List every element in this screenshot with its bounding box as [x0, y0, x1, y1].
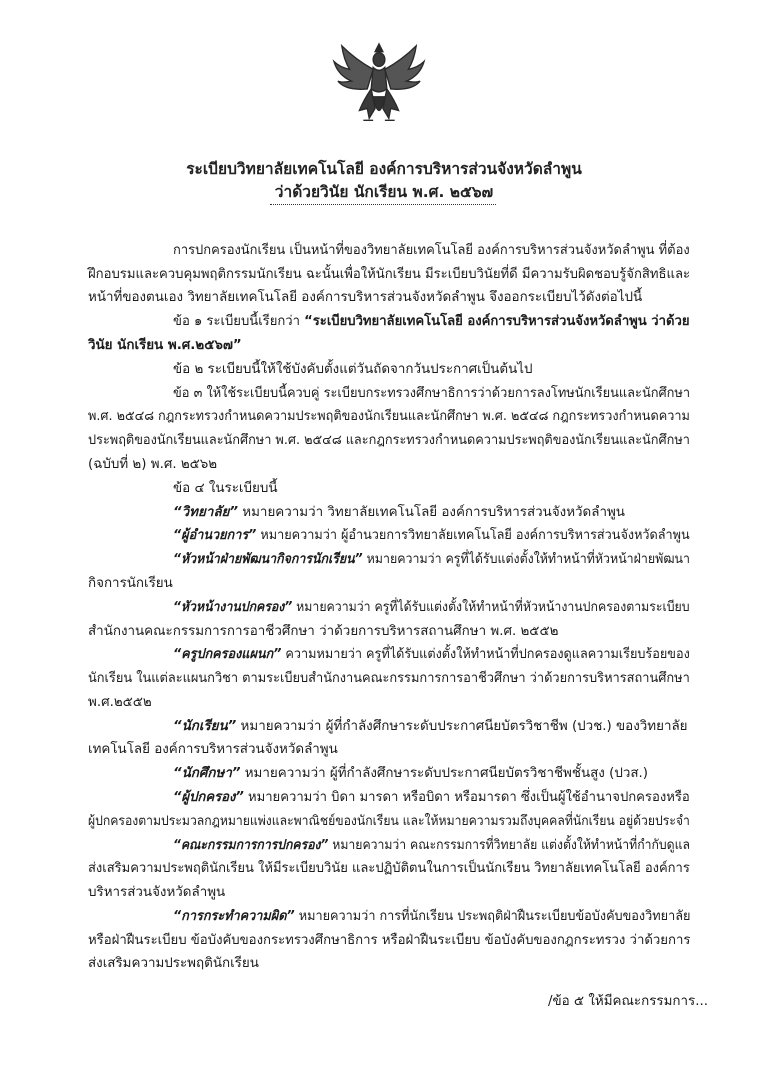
definition-term: “วิทยาลัย”: [173, 505, 239, 520]
continuation-note: /ข้อ ๕ ให้มีคณะกรรมการ...: [547, 994, 708, 1009]
definition-higher-student: [173, 765, 648, 783]
clause-1-name: “ระเบียบวิทยาลัยเทคโนโลยี องค์การบริหารส่วนจังหวัดลำพูน ว่าด้วย: [304, 314, 690, 329]
clause-1-prefix: ข้อ ๑ ระเบียบนี้เรียกว่า: [173, 314, 300, 329]
clause-2: ข้อ ๒ ระเบียบนี้ให้ใช้บังคับตั้งแต่วันถัดจากวันประกาศเป็นต้นไป: [173, 362, 533, 377]
definition-text: หมายความว่า ผู้ที่กำลังศึกษาระดับประกาศนียบัตรวิชาชีพ (ปวช.) ของวิทยาลัย: [236, 719, 688, 734]
definition-department-teacher: [173, 646, 690, 664]
clause-3-line: พ.ศ. ๒๕๔๘ กฎกระทรวงกำหนดความประพฤติของนักเรียนและนักศึกษา พ.ศ. ๒๕๔๘ กฎกระทรวงกำหนดความ: [88, 409, 690, 424]
clause-1: [173, 313, 690, 331]
definition-text: หมายความว่า ผู้อำนวยการวิทยาลัยเทคโนโลยี องค์การบริหารส่วนจังหวัดลำพูน: [256, 528, 690, 543]
preamble-line: ฝึกอบรมและควบคุมพฤติกรรมนักเรียน ฉะนั้นเพื่อให้นักเรียน มีระเบียบวินัยที่ดี มีความรับผิดชอบรู้จักสิทธิและ: [88, 267, 691, 282]
definition-text-cont: ผู้ปกครองตามประมวลกฎหมายแพ่งและพาณิชย์ของนักเรียน และให้หมายความรวมถึงบุคคลที่นักเรียน อยู่ด้วยประจำ: [88, 814, 690, 829]
clause-1-name-cont: วินัย นักเรียน พ.ศ.๒๕๖๗”: [88, 338, 242, 353]
clause-3-line: ประพฤติของนักเรียนและนักศึกษา พ.ศ. ๒๕๔๘ และกฎกระทรวงกำหนดความประพฤติของนักเรียนและนักศึกษา: [88, 433, 690, 448]
clause-3-line: (ฉบับที่ ๒) พ.ศ. ๒๕๖๒: [88, 457, 218, 472]
garuda-emblem: [330, 40, 428, 132]
definition-term: “ผู้ปกครอง”: [173, 790, 244, 805]
definition-director: [173, 527, 690, 545]
definition-text: หมายความว่า การที่นักเรียน ประพฤติฝ่าฝืนระเบียบข้อบังคับของวิทยาลัย: [294, 909, 691, 924]
definition-text: หมายความว่า ครูที่ได้รับแต่งตั้งให้ทำหน้าที่หัวหน้าฝ่ายพัฒนา: [362, 552, 691, 567]
definition-text: ความหมายว่า ครูที่ได้รับแต่งตั้งให้ทำหน้าที่ปกครองดูแลความเรียบร้อยของ: [281, 647, 690, 662]
definition-term: “นักศึกษา”: [173, 766, 241, 781]
title-line-1: ระเบียบวิทยาลัยเทคโนโลยี องค์การบริหารส่วนจังหวัดลำพูน: [186, 160, 582, 178]
definition-text-cont: เทคโนโลยี องค์การบริหารส่วนจังหวัดลำพูน: [88, 742, 338, 757]
definition-college: [173, 504, 625, 522]
definition-committee: [173, 837, 690, 855]
definition-student: [173, 718, 688, 736]
definition-text: หมายความว่า วิทยาลัยเทคโนโลยี องค์การบริหารส่วนจังหวัดลำพูน: [238, 505, 625, 520]
clause-3-line: ข้อ ๓ ให้ใช้ระเบียบนี้ควบคู่ ระเบียบกระทรวงศึกษาธิการว่าด้วยการลงโทษนักเรียนและนักศึกษา: [173, 386, 691, 401]
clause-4: ข้อ ๔ ในระเบียบนี้: [173, 481, 278, 496]
definition-discipline-head: [173, 599, 690, 617]
definition-text-cont: กิจการนักเรียน: [88, 576, 173, 591]
definition-term: “คณะกรรมการการปกครอง”: [173, 838, 329, 853]
definition-text: หมายความว่า ผู้ที่กำลังศึกษาระดับประกาศนียบัตรวิชาชีพชั้นสูง (ปวส.): [240, 766, 648, 781]
definition-text: หมายความว่า บิดา มารดา หรือบิดา หรือมารดา ซึ่งเป็นผู้ใช้อำนาจปกครองหรือ: [243, 790, 690, 805]
definition-guardian: [173, 789, 690, 807]
definition-term: “หัวหน้างานปกครอง”: [173, 600, 293, 615]
definition-text-cont: ส่งเสริมความประพฤตินักเรียน: [88, 956, 259, 971]
preamble-line: การปกครองนักเรียน เป็นหน้าที่ของวิทยาลัยเทคโนโลยี องค์การบริหารส่วนจังหวัดลำพูน ที่ต้อง: [173, 243, 690, 258]
definition-text: หมายความว่า คณะกรรมการที่วิทยาลัย แต่งตั้งให้ทำหน้าที่กำกับดูแล: [328, 838, 690, 853]
definition-text-cont: ส่งเสริมความประพฤตินักเรียน ให้มีระเบียบวินัย และปฏิบัติตนในการเป็นนักเรียน วิทยาลัยเทคโนโลยี องค์การ: [88, 861, 690, 876]
definition-term: “นักเรียน”: [173, 719, 237, 734]
definition-text-cont: สำนักงานคณะกรรมการการอาชีวศึกษา ว่าด้วยการบริหารสถานศึกษา พ.ศ. ๒๕๕๒: [88, 624, 559, 639]
definition-term: “หัวหน้าฝ่ายพัฒนากิจการนักเรียน”: [173, 552, 363, 567]
title-line-2: ว่าด้วยวินัย นักเรียน พ.ศ. ๒๕๖๗: [274, 183, 494, 201]
definition-student-affairs-head: [173, 551, 690, 569]
definition-text-cont: บริหารส่วนจังหวัดลำพูน: [88, 885, 226, 900]
definition-text: หมายความว่า ครูที่ได้รับแต่งตั้งให้ทำหน้าที่หัวหน้างานปกครองตามระเบียบ: [292, 600, 690, 615]
definition-text-cont: นักเรียน ในแต่ละแผนกวิชา ตามระเบียบสำนักงานคณะกรรมการการอาชีวศึกษา ว่าด้วยการบริหารสถานศึกษา: [88, 671, 690, 686]
definition-term: “การกระทำความผิด”: [173, 909, 295, 924]
definition-term: “ผู้อำนวยการ”: [173, 528, 257, 543]
definition-text-cont: หรือฝ่าฝืนระเบียบ ข้อบังคับของกระทรวงศึกษาธิการ หรือฝ่าฝืนระเบียบ ข้อบังคับของกฎกระทรวง ว่าด้วยการ: [88, 933, 691, 948]
definition-offense: [173, 908, 690, 926]
definition-text-cont: พ.ศ.๒๕๕๒: [88, 695, 152, 710]
title-divider: [270, 204, 496, 205]
preamble-line: หน้าที่ของตนเอง วิทยาลัยเทคโนโลยี องค์การบริหารส่วนจังหวัดลำพูน จึงออกระเบียบไว้ดังต่อไปนี้: [88, 290, 643, 305]
definition-term: “ครูปกครองแผนก”: [173, 647, 282, 662]
